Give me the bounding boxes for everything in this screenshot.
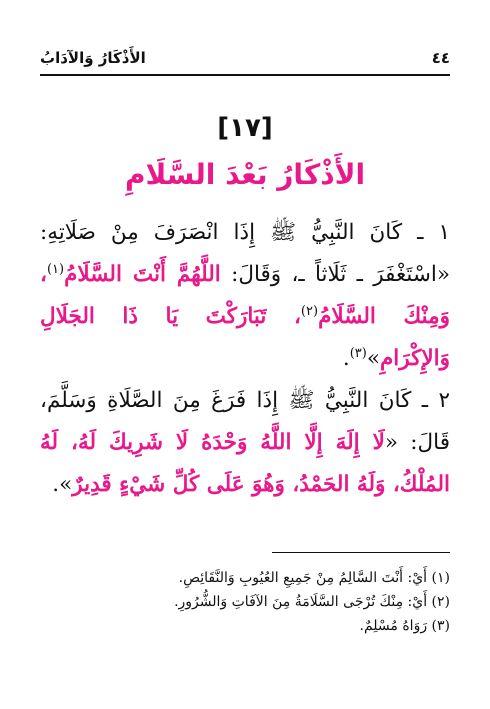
footnote-1: (١) أَيْ: أَنْتَ السَّالِمُ مِنْ جَمِيعِ العُيُوبِ وَالنَّقَائِصِ. [178, 570, 450, 586]
paragraph-1-close-quote: » [366, 346, 380, 371]
running-header [40, 46, 450, 70]
footnote-ref-3: (٣) [349, 345, 367, 361]
chapter-title: الأَذْكَارُ بَعْدَ السَّلَامِ [124, 158, 366, 191]
header-rule [40, 74, 450, 76]
paragraph-1-period: . [342, 346, 350, 371]
footnote-3: (٣) رَوَاهُ مُسْلِمٌ. [359, 618, 450, 634]
paragraph-2-dhikr: لَا إِلَهَ إِلَّا اللَّهُ وَحْدَهُ لَا شَرِيكَ لَهُ، لَهُ المُلْكُ، وَلَهُ الحَمْدُ، وَهُوَ عَلَى كُلِّ شَيْءٍ قَدِيرٌ [40, 430, 450, 497]
footnote-ref-1: (١) [46, 261, 65, 277]
paragraph-2-close-quote: ». [52, 472, 73, 497]
paragraph-2 [40, 380, 450, 506]
page-number: ٤٤ [431, 49, 450, 67]
paragraph-2-text-1: ٢ ـ كَانَ النَّبِيُّ ﷺ إِذَا فَرَغَ مِنَ الصَّلَاةِ وَسَلَّمَ، قَالَ: « [40, 388, 451, 455]
paragraph-1-dua-1: اللَّهُمَّ أَنْتَ السَّلَامُ [64, 262, 221, 287]
paragraph-1-comma: ، [40, 262, 47, 287]
paragraph-1-dua-3: ، تَبَارَكْتَ يَا ذَا الجَلَالِ وَالإِكْرَامِ [40, 304, 450, 371]
paragraph-1-dua-2: وَمِنْكَ السَّلَامُ [318, 304, 450, 329]
footnote-2: (٢) أَيْ: مِنْكَ تُرْجَى السَّلَامَةُ مِنَ الآفَاتِ وَالشُّرُورِ. [174, 594, 450, 610]
book-title: الأَذْكَارُ وَالآدَابُ [40, 49, 146, 67]
chapter-number: [١٧] [217, 113, 273, 143]
footnote-ref-2: (٢) [300, 303, 319, 319]
paragraph-1-text-1: ١ ـ كَانَ النَّبِيُّ ﷺ إِذَا انْصَرَفَ مِنْ صَلَاتِهِ: «اسْتَغْفَرَ ـ ثَلَاثاً ـ، وَقَالَ: [40, 220, 450, 287]
footnotes [40, 566, 450, 638]
paragraph-1 [40, 212, 450, 380]
body-text [40, 212, 450, 506]
footnote-rule [272, 552, 450, 553]
